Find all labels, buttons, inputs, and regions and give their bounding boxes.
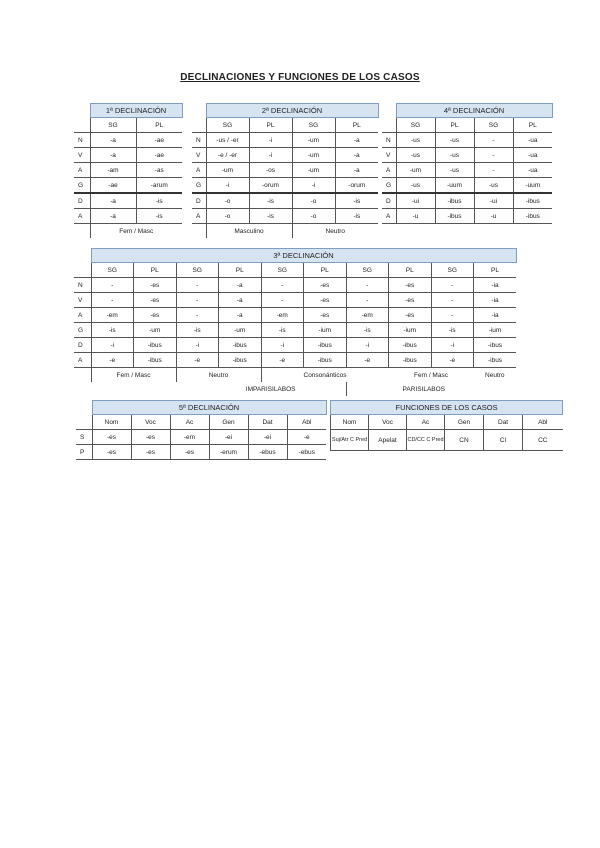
ending-cell: -is (249, 209, 292, 224)
ending-cell: - (474, 148, 513, 163)
ending-cell: -us (435, 133, 474, 148)
ending-cell: -ua (513, 163, 552, 178)
ending-cell: -i (249, 148, 292, 163)
ending-cell: - (91, 278, 134, 293)
table-row (192, 209, 378, 224)
table-declinacion-3 (74, 248, 517, 396)
ending-cell: -us (435, 148, 474, 163)
ending-cell: -ei (209, 430, 248, 445)
ending-cell: - (91, 293, 134, 308)
ending-cell: -is (136, 193, 182, 209)
case-label: G (192, 178, 206, 194)
table-row (74, 193, 182, 209)
ending-cell: -ibus (435, 209, 474, 224)
cell-nom: Suj/Atr C Pred (331, 430, 369, 451)
table-funciones (330, 400, 563, 451)
ending-cell: -i (206, 178, 249, 194)
case-label: A (192, 163, 206, 178)
table-row (74, 209, 182, 224)
case-label: V (192, 148, 206, 163)
ending-cell: -em (170, 430, 209, 445)
ending-cell: -ibus (389, 338, 432, 353)
case-label: A (74, 209, 90, 224)
ending-cell: -us (396, 133, 435, 148)
ending-cell: -a (335, 163, 378, 178)
cell-ac: CD/CC C Pred (407, 430, 445, 451)
ending-cell: -em (346, 308, 389, 323)
footer-neutro: Neutro (292, 224, 378, 239)
ending-cell: -ibus (435, 193, 474, 209)
columns-row: SG PL SG PL (192, 118, 378, 133)
table-row (74, 308, 516, 323)
header-funciones: FUNCIONES DE LOS CASOS (331, 401, 563, 415)
case-label: A (382, 209, 396, 224)
ending-cell: -orum (249, 178, 292, 194)
ending-cell: -ebus (248, 445, 287, 460)
ending-cell: -es (92, 445, 131, 460)
ending-cell: -is (91, 323, 134, 338)
case-label: N (74, 133, 90, 148)
case-label: A (74, 163, 90, 178)
table-row (74, 163, 182, 178)
ending-cell: - (431, 278, 474, 293)
ending-cell: -i (346, 338, 389, 353)
footer-imparisilabos: IMPARISILABOS (245, 385, 296, 393)
ending-cell: -as (136, 163, 182, 178)
ending-cell: - (346, 278, 389, 293)
ending-cell: -a (219, 278, 262, 293)
ending-cell: -i (176, 338, 219, 353)
case-label: D (382, 193, 396, 209)
ending-cell: -am (90, 163, 136, 178)
ending-cell: -erum (209, 445, 248, 460)
ending-cell: -o (206, 209, 249, 224)
table-row (74, 323, 516, 338)
ending-cell: -a (90, 133, 136, 148)
table-row (74, 133, 182, 148)
ending-cell: -es (134, 293, 177, 308)
ending-cell: -ia (474, 293, 517, 308)
ending-cell: -e (261, 353, 304, 368)
ending-cell: -um (292, 163, 335, 178)
table-row (192, 133, 378, 148)
table-row (74, 178, 182, 194)
ending-cell: -is (136, 209, 182, 224)
case-label: V (382, 148, 396, 163)
columns-row: Nom Voc Ac Gen Dat Abl (76, 415, 326, 430)
footer-consonanticos: Consonánticos (261, 368, 389, 383)
ending-cell: - (431, 308, 474, 323)
ending-cell: -is (346, 323, 389, 338)
ending-cell: -ibus (219, 353, 262, 368)
columns-row: SG PL (74, 118, 182, 133)
table-row (192, 193, 378, 209)
footer-neutro: Neutro (176, 368, 261, 383)
ending-cell: -o (206, 193, 249, 209)
table-row (74, 353, 516, 368)
page-title: DECLINACIONES Y FUNCIONES DE LOS CASOS (180, 72, 420, 83)
ending-cell: -a (90, 148, 136, 163)
table-row (74, 148, 182, 163)
ending-cell: -ibus (304, 353, 347, 368)
table-row (382, 178, 552, 194)
table-declinacion-1 (74, 103, 183, 238)
ending-cell: -is (261, 323, 304, 338)
ending-cell: -e (287, 430, 326, 445)
columns-row: SG PL SG PL SG PL SG PL SG PL (74, 263, 516, 278)
ending-cell: -ibus (304, 338, 347, 353)
header-declinacion-2: 2ª DECLINACIÓN (206, 104, 378, 118)
ending-cell: -a (90, 209, 136, 224)
ending-cell: -ia (474, 278, 517, 293)
ending-cell: -es (92, 430, 131, 445)
ending-cell: - (261, 293, 304, 308)
table-row (382, 209, 552, 224)
ending-cell: -us / -er (206, 133, 249, 148)
ending-cell: -a (90, 193, 136, 209)
table-row (76, 445, 326, 460)
case-label: N (382, 133, 396, 148)
footer-fem-masc: Fem / Masc (90, 224, 182, 239)
case-label: G (74, 178, 90, 194)
cell-gen: CN (445, 430, 484, 451)
footer-fem-masc-2: Fem / Masc (414, 371, 448, 379)
ending-cell: -es (131, 430, 170, 445)
table-declinacion-4 (382, 103, 553, 224)
case-label: S (76, 430, 92, 445)
ending-cell: -ibus (474, 338, 517, 353)
ending-cell: -ei (248, 430, 287, 445)
table-declinacion-2 (192, 103, 379, 238)
ending-cell: -a (335, 133, 378, 148)
columns-row: SG PL SG PL (382, 118, 552, 133)
ending-cell: - (474, 163, 513, 178)
ending-cell: -e (431, 353, 474, 368)
table-row (192, 148, 378, 163)
ending-cell: -es (389, 308, 432, 323)
header-declinacion-5: 5ª DECLINACIÓN (92, 401, 326, 415)
ending-cell: -ebus (287, 445, 326, 460)
table-declinacion-5 (76, 400, 327, 460)
ending-cell: -a (335, 148, 378, 163)
ending-cell: - (261, 278, 304, 293)
ending-cell: -es (134, 278, 177, 293)
ending-cell: -o (292, 193, 335, 209)
case-label: D (192, 193, 206, 209)
ending-cell: -ua (513, 133, 552, 148)
case-label: G (74, 323, 91, 338)
header-declinacion-3: 3ª DECLINACIÓN (91, 249, 516, 263)
ending-cell: -a (219, 308, 262, 323)
table-row (74, 293, 516, 308)
cell-dat: CI (484, 430, 523, 451)
ending-cell: -ibus (474, 353, 517, 368)
ending-cell: -is (335, 193, 378, 209)
ending-cell: -a (219, 293, 262, 308)
table-row (76, 430, 326, 445)
ending-cell: -us (396, 148, 435, 163)
cell-voc: Apelat (369, 430, 407, 451)
ending-cell: -es (389, 278, 432, 293)
ending-cell: - (176, 308, 219, 323)
footer-masculino: Masculino (206, 224, 292, 239)
case-label: D (74, 193, 90, 209)
ending-cell: - (346, 293, 389, 308)
ending-cell: -ae (136, 148, 182, 163)
ending-cell: -e (91, 353, 134, 368)
ending-cell: -ui (474, 193, 513, 209)
ending-cell: -u (474, 209, 513, 224)
table-row (74, 278, 516, 293)
ending-cell: -em (91, 308, 134, 323)
case-label: G (382, 178, 396, 194)
ending-cell: -ibus (134, 338, 177, 353)
ending-cell: -ibus (219, 338, 262, 353)
ending-cell: -um (206, 163, 249, 178)
ending-cell: -ae (136, 133, 182, 148)
ending-cell: - (431, 293, 474, 308)
header-declinacion-1: 1ª DECLINACIÓN (90, 104, 182, 118)
ending-cell: -i (292, 178, 335, 194)
ending-cell: -ibus (513, 193, 552, 209)
ending-cell: -i (249, 133, 292, 148)
ending-cell: -ae (90, 178, 136, 194)
ending-cell: -ibus (389, 353, 432, 368)
ending-cell: -uum (513, 178, 552, 194)
ending-cell: -ui (396, 193, 435, 209)
ending-cell: -us (435, 163, 474, 178)
ending-cell: -i (261, 338, 304, 353)
ending-cell: -orum (335, 178, 378, 194)
case-label: A (74, 353, 91, 368)
ending-cell: -ia (474, 308, 517, 323)
ending-cell: -um (396, 163, 435, 178)
table-row (74, 338, 516, 353)
ending-cell: -ium (474, 323, 517, 338)
ending-cell: -i (431, 338, 474, 353)
case-label: P (76, 445, 92, 460)
ending-cell: -arum (136, 178, 182, 194)
ending-cell: -es (134, 308, 177, 323)
ending-cell: -es (389, 293, 432, 308)
ending-cell: -uum (435, 178, 474, 194)
table-row (382, 163, 552, 178)
ending-cell: -e (346, 353, 389, 368)
ending-cell: -es (304, 293, 347, 308)
ending-cell: -o (292, 209, 335, 224)
ending-cell: -e (176, 353, 219, 368)
ending-cell: -is (176, 323, 219, 338)
table-row (192, 178, 378, 194)
case-label: A (192, 209, 206, 224)
footer-fem-masc: Fem / Masc (91, 368, 176, 383)
ending-cell: -i (91, 338, 134, 353)
footer-parisilabos: PARISILABOS (346, 382, 516, 396)
case-label: D (74, 338, 91, 353)
table-row (382, 148, 552, 163)
case-label: V (74, 293, 91, 308)
ending-cell: -ua (513, 148, 552, 163)
ending-cell: - (176, 293, 219, 308)
ending-cell: -um (292, 148, 335, 163)
ending-cell: -e / -er (206, 148, 249, 163)
ending-cell: -is (431, 323, 474, 338)
cell-abl: CC (523, 430, 563, 451)
table-row (382, 133, 552, 148)
funciones-row (331, 430, 563, 451)
case-label: A (74, 308, 91, 323)
ending-cell: -is (249, 193, 292, 209)
header-declinacion-4: 4ª DECLINACIÓN (396, 104, 552, 118)
ending-cell: -es (304, 308, 347, 323)
ending-cell: - (474, 133, 513, 148)
ending-cell: -em (261, 308, 304, 323)
ending-cell: -ium (304, 323, 347, 338)
ending-cell: -es (304, 278, 347, 293)
ending-cell: -um (292, 133, 335, 148)
ending-cell: -os (249, 163, 292, 178)
ending-cell: -es (170, 445, 209, 460)
table-row (382, 193, 552, 209)
case-label: N (192, 133, 206, 148)
ending-cell: -ibus (134, 353, 177, 368)
ending-cell: -us (396, 178, 435, 194)
case-label: N (74, 278, 91, 293)
ending-cell: -us (474, 178, 513, 194)
case-label: V (74, 148, 90, 163)
ending-cell: -u (396, 209, 435, 224)
columns-row: Nom Voc Ac Gen Dat Abl (331, 415, 563, 430)
footer-neutro-2: Neutro (485, 371, 505, 379)
ending-cell: -um (219, 323, 262, 338)
ending-cell: - (176, 278, 219, 293)
case-label: A (382, 163, 396, 178)
ending-cell: -ium (389, 323, 432, 338)
ending-cell: -um (134, 323, 177, 338)
ending-cell: -is (335, 209, 378, 224)
table-row (192, 163, 378, 178)
ending-cell: -es (131, 445, 170, 460)
ending-cell: -ibus (513, 209, 552, 224)
